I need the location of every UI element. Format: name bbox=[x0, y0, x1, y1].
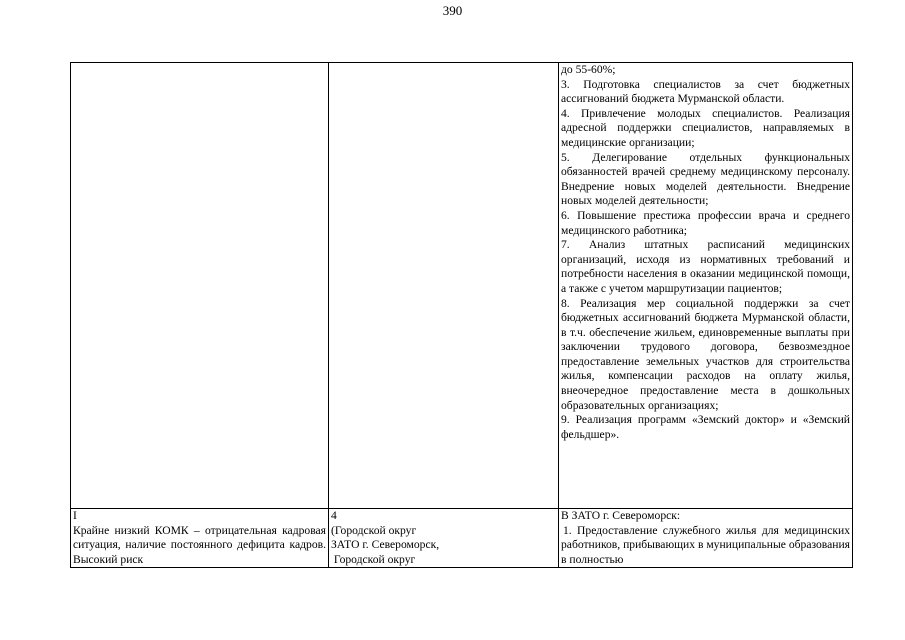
measures-heading: В ЗАТО г. Североморск: bbox=[561, 509, 681, 522]
municipality-line: (Городской округ bbox=[331, 523, 417, 537]
row1-col1-cell bbox=[71, 63, 329, 509]
measure-item-1: 1. Предоставление служебного жилья для медицинских работников, прибывающих в муниципальные образования в полностью bbox=[561, 523, 850, 566]
measure-item-6: 6. Повышение престижа профессии врача и среднего медицинского работника; bbox=[561, 208, 850, 237]
group-number: 4 bbox=[331, 509, 337, 522]
measure-item-3: 3. Подготовка специалистов за счет бюджетных ассигнований бюджета Мурманской области. bbox=[561, 77, 850, 106]
document-table bbox=[70, 62, 853, 568]
measure-item-4: 4. Привлечение молодых специалистов. Реализация адресной поддержки специалистов, направляемых в медицинские организации; bbox=[561, 106, 850, 149]
row2-col1-cell bbox=[71, 509, 329, 568]
measure-line: до 55-60%; bbox=[561, 63, 616, 76]
table-row bbox=[71, 63, 853, 509]
measure-item-5: 5. Делегирование отдельных функциональных обязанностей врачей среднему медицинскому персоналу. Внедрение новых моделей деятельности. Внедрение новых моделей деятельности; bbox=[561, 150, 850, 208]
municipality-line: Городской округ bbox=[331, 552, 416, 566]
category-description: Крайне низкий КОМК – отрицательная кадровая ситуация, наличие постоянного дефицита кадров. Высокий риск bbox=[73, 523, 326, 566]
row2-col2-cell bbox=[329, 509, 559, 568]
municipality-line: ЗАТО г. Североморск, bbox=[331, 538, 440, 552]
page-number: 390 bbox=[442, 3, 463, 18]
measure-item-9: 9. Реализация программ «Земский доктор» и «Земский фельдшер». bbox=[561, 413, 850, 441]
row1-col3-cell bbox=[559, 63, 853, 509]
table-row bbox=[71, 509, 853, 568]
measure-item-8: 8. Реализация мер социальной поддержки за счет бюджетных ассигнований бюджета Мурманской области, в т.ч. обеспечение жильем, единовременные выплаты при заключении трудового договора, безвозмездное предоставление земельных участков для строительства жилья, компенсации расходов на оплату жилья, внеочередное предоставление места в дошкольных образовательных организациях; bbox=[561, 296, 850, 412]
measure-item-7: 7. Анализ штатных расписаний медицинских организаций, исходя из нормативных требований и потребности населения в оказании медицинской помощи, а также с учетом маршрутизации пациентов; bbox=[561, 238, 850, 295]
row2-col3-cell bbox=[559, 509, 853, 568]
row1-col2-cell bbox=[329, 63, 559, 509]
category-label: I bbox=[73, 509, 77, 522]
